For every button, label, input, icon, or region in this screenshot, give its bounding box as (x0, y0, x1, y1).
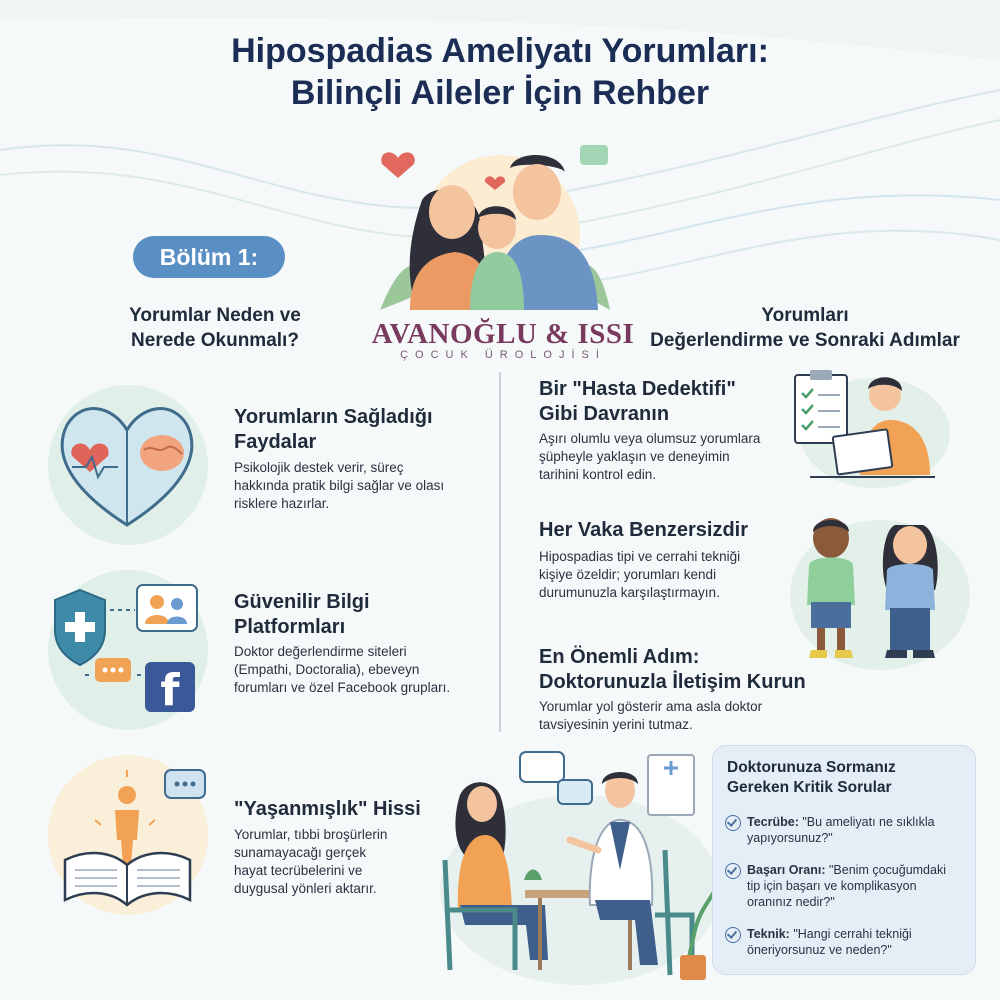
benefits-text-line: risklere hazırlar. (234, 496, 330, 511)
heart-brain-icon (52, 395, 202, 535)
platforms-text-line: (Empathi, Doctoralia), ebeveyn (234, 662, 420, 677)
experience-text-line: Yorumlar, tıbbi broşürlerin (234, 827, 388, 842)
questions-title (727, 758, 967, 798)
check-icon (725, 863, 741, 879)
detective-text-line: şüpheyle yaklaşın ve deneyimin (539, 449, 730, 464)
contact-title (539, 645, 839, 695)
question-label: Başarı Oranı: (747, 863, 826, 877)
question-text: yapıyorsunuz?" (747, 831, 833, 845)
left-section-heading (95, 303, 335, 353)
doctor-consultation-icon (430, 740, 720, 990)
platforms-text-line: Doktor değerlendirme siteleri (234, 644, 407, 659)
benefits-title-line-1: Yorumların Sağladığı (234, 406, 433, 428)
left-heading-line-1: Yorumlar Neden ve (129, 305, 301, 326)
questions-title-line-1: Doktorunuza Sormanız (727, 759, 896, 776)
platforms-title-line-2: Platformları (234, 616, 346, 638)
two-children-icon (795, 510, 965, 665)
family-illustration-icon (360, 140, 640, 310)
question-text: öneriyorsunuz ve neden?" (747, 943, 892, 957)
question-label: Tecrübe: (747, 815, 799, 829)
benefits-text-line: hakkında pratik bilgi sağlar ve olası (234, 478, 445, 493)
title-line-1: Hipospadias Ameliyatı Yorumları: (231, 32, 769, 70)
detective-title-line-1: Bir "Hasta Dedektifi" (539, 378, 736, 400)
checklist-thinking-person-icon (790, 365, 940, 485)
unique-text-line: durumunuzla karşılaştırmayın. (539, 585, 720, 600)
contact-title-line-2: Doktorunuzla İletişim Kurun (539, 671, 806, 693)
critical-questions-box (712, 745, 976, 975)
check-icon (725, 927, 741, 943)
logo-main: AVANOĞLU & ISSI (371, 318, 635, 350)
question-text: "Benim çocuğumdaki (829, 863, 946, 877)
question-text: oranınız nedir?" (747, 895, 835, 909)
experience-title: "Yaşanmışlık" Hissi (234, 798, 421, 820)
question-item (725, 862, 970, 910)
svg-text:f: f (160, 665, 180, 716)
detective-title (539, 377, 789, 427)
experience-text-line: sunamayacağı gerçek (234, 845, 367, 860)
detective-text (539, 430, 804, 484)
unique-text (539, 548, 789, 602)
detective-title-line-2: Gibi Davranın (539, 403, 670, 425)
platforms-text (234, 643, 499, 697)
column-divider (499, 372, 501, 732)
detective-text-line: tarihini kontrol edin. (539, 467, 657, 482)
logo-sub: ÇOCUK ÜROLOJİSİ (400, 349, 606, 361)
title-line-2: Bilinçli Aileler İçin Rehber (290, 74, 710, 112)
unique-text-line: Hipospadias tipi ve cerrahi tekniği (539, 549, 741, 564)
platforms-title-line-1: Güvenilir Bilgi (234, 591, 370, 613)
detective-text-line: Aşırı olumlu veya olumsuz yorumlara (539, 431, 761, 446)
page-title (0, 30, 1000, 114)
questions-title-line-2: Gereken Kritik Sorular (727, 779, 892, 796)
platforms-title (234, 590, 494, 640)
left-heading-line-2: Nerede Okunmalı? (131, 330, 299, 351)
unique-text-line: kişiye özeldir; yorumları kendi (539, 567, 717, 582)
logo (368, 318, 638, 361)
contact-text-line: tavsiyesinin yerini tutmaz. (539, 717, 693, 732)
contact-title-line-1: En Önemli Adım: (539, 646, 700, 668)
question-item (725, 814, 970, 846)
question-item (725, 926, 970, 958)
section-pill: Bölüm 1: (133, 236, 285, 278)
experience-text-line: hayat tecrübelerini ve (234, 863, 363, 878)
question-text: "Bu ameliyatı ne sıklıkla (802, 815, 935, 829)
shield-chat-facebook-icon (45, 580, 210, 720)
contact-text-line: Yorumlar yol gösterir ama asla doktor (539, 699, 763, 714)
question-text: "Hangi cerrahi tekniği (793, 927, 912, 941)
unique-title: Her Vaka Benzersizdir (539, 519, 748, 541)
benefits-text-line: Psikolojik destek verir, süreç (234, 460, 404, 475)
right-heading-line-2: Değerlendirme ve Sonraki Adımlar (650, 330, 960, 351)
open-book-person-icon (45, 765, 215, 915)
benefits-title (234, 405, 494, 455)
check-icon (725, 815, 741, 831)
benefits-text (234, 459, 494, 513)
experience-text-line: duygusal yönleri aktarır. (234, 881, 377, 896)
contact-text (539, 698, 819, 734)
platforms-text-line: forumları ve özel Facebook grupları. (234, 680, 451, 695)
right-heading-line-1: Yorumları (761, 305, 849, 326)
right-section-heading (630, 303, 980, 353)
question-label: Teknik: (747, 927, 790, 941)
benefits-title-line-2: Faydalar (234, 431, 317, 453)
question-text: tip için başarı ve komplikasyon (747, 879, 917, 893)
